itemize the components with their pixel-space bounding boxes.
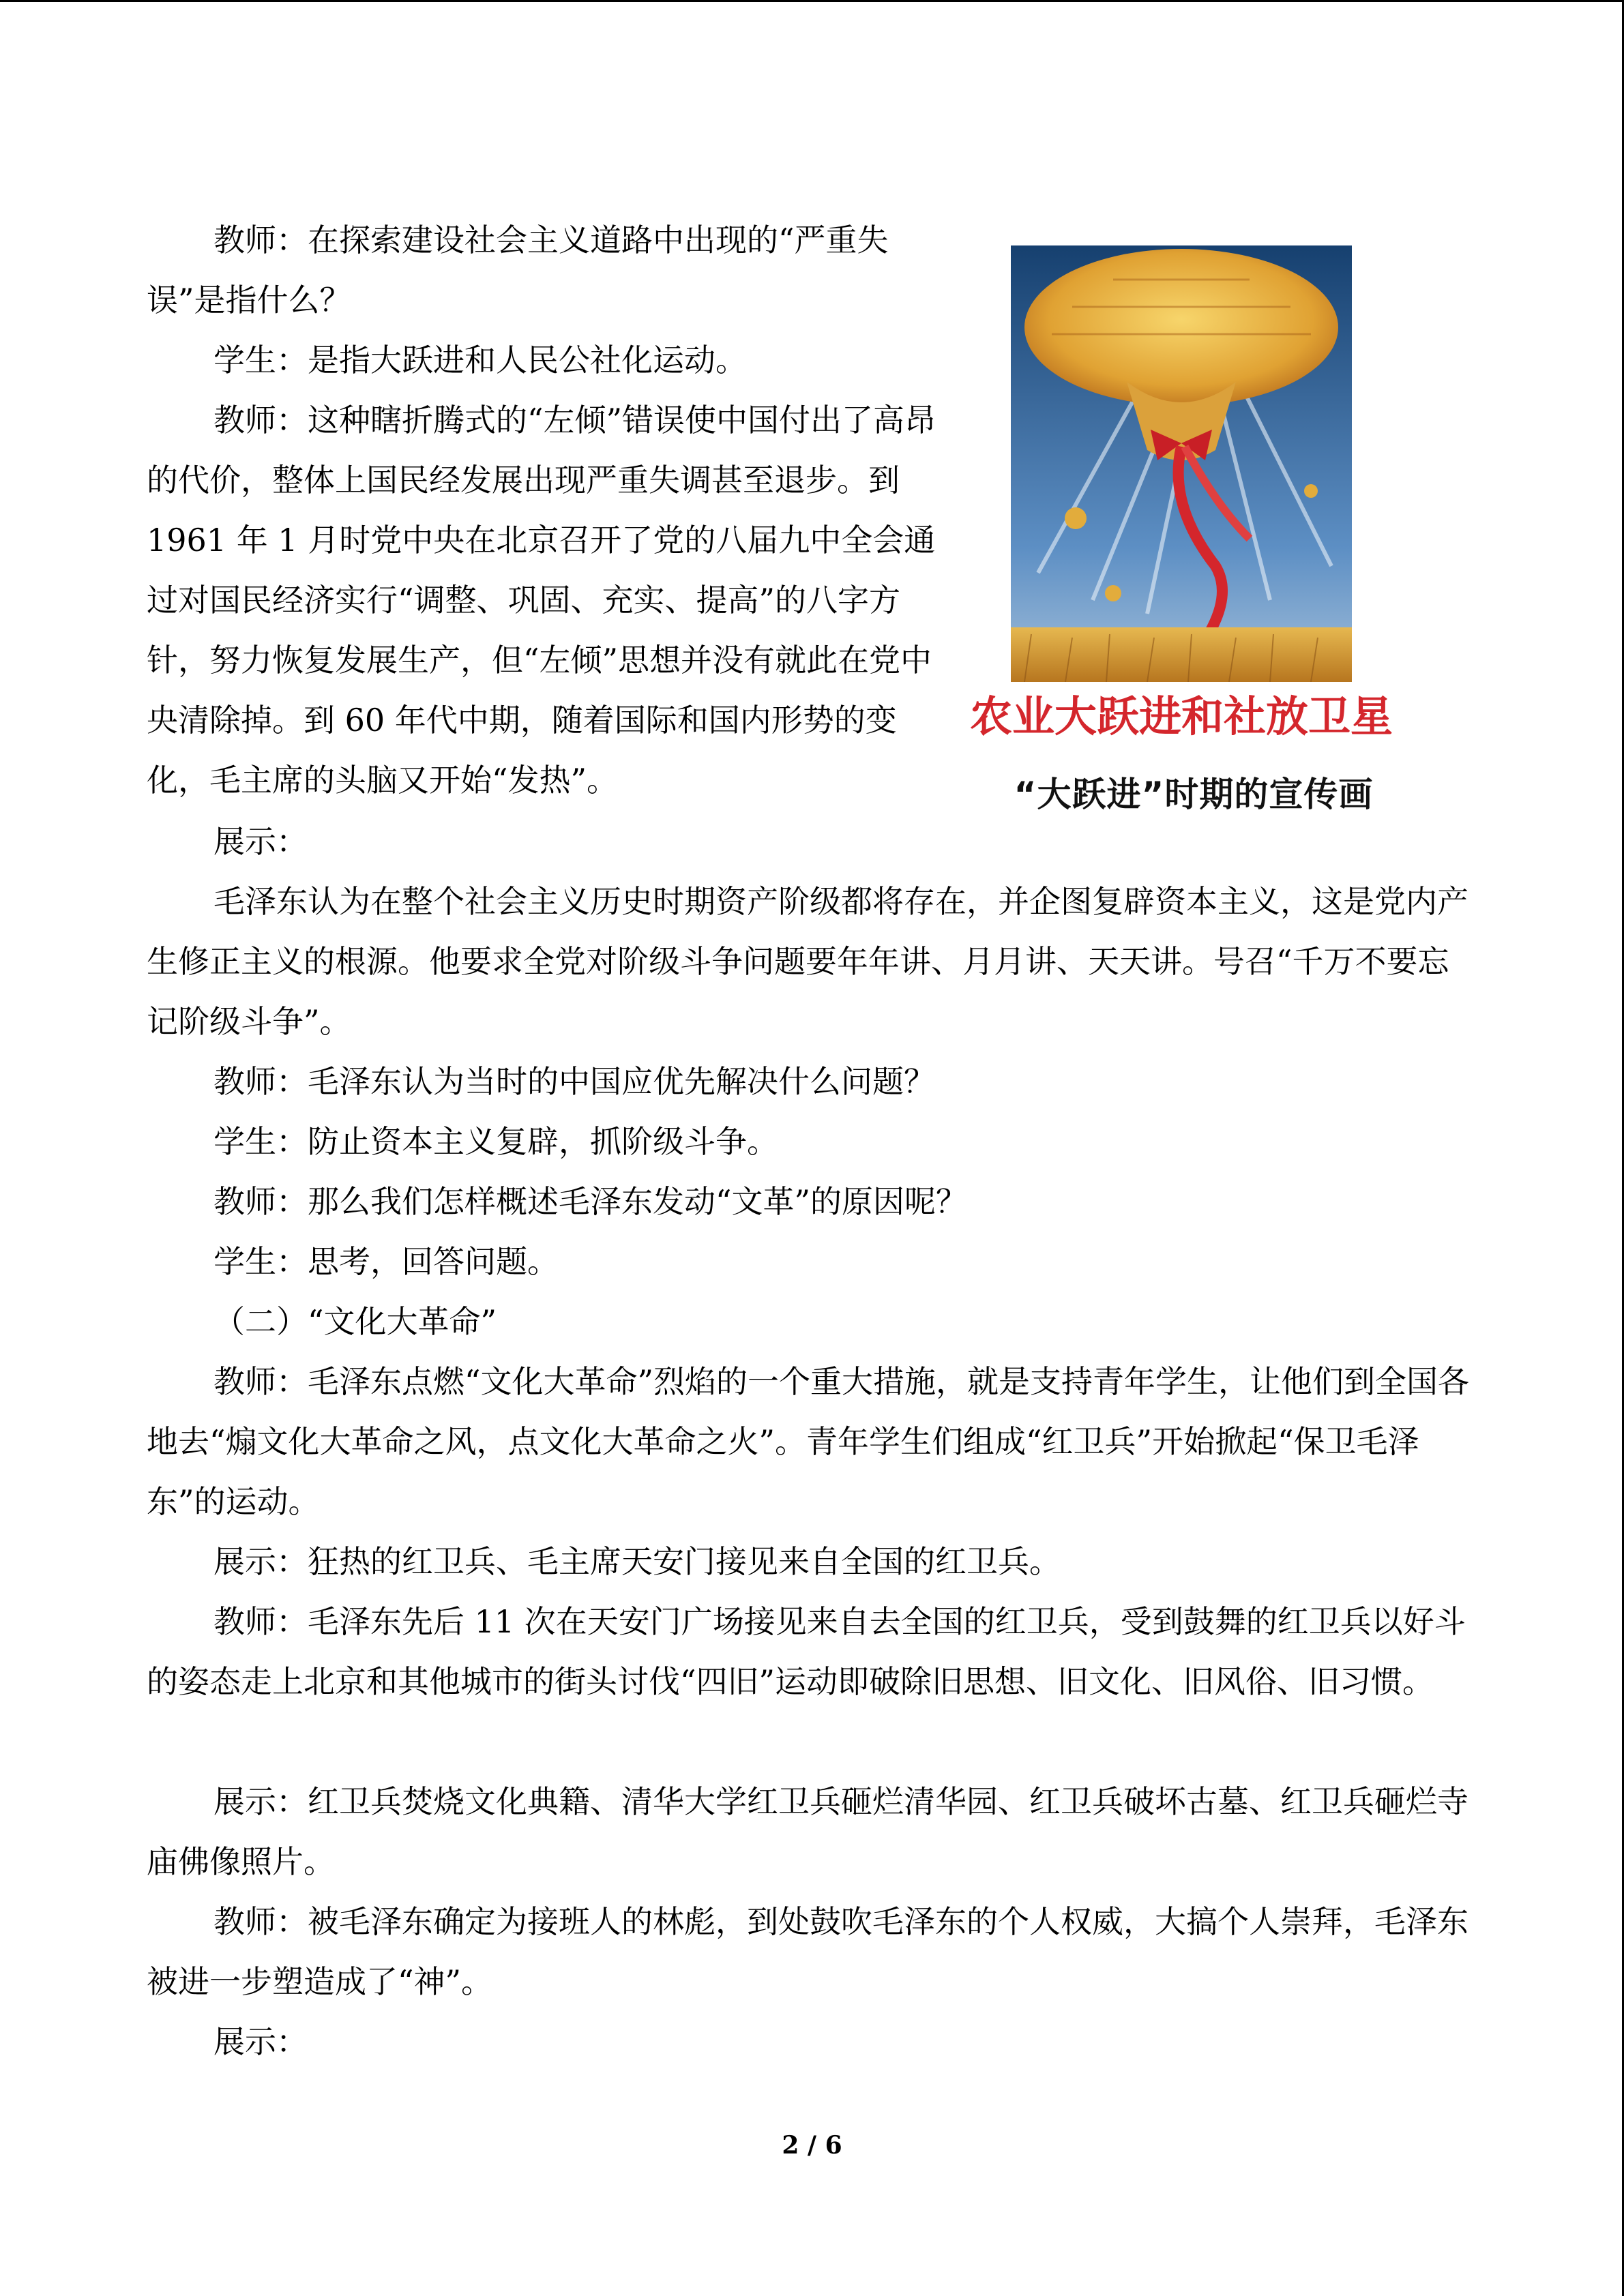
paragraph-teacher-red-guards: 教师：毛泽东点燃“文化大革命”烈焰的一个重大措施，就是支持青年学生，让他们到全国各地去“煽文化大革命之风，点文化大革命之火”。青年学生们组成“红卫兵”开始掀起“保卫毛泽东”的运动。: [147, 1363, 1470, 1520]
page-border-top: [0, 0, 1624, 2]
paragraph-teacher-explanation-1: 教师：这种瞎折腾式的“左倾”错误使中国付出了高昂的代价，整体上国民经发展出现严重失调甚至退步。到 1961 年 1 月时党中央在北京召开了党的八届九中全会通过对国民经济实行“调整、巩固、充实、提高”的八字方针，努力恢复发展生产，但“左倾”思想并没有就此在党中央清除掉。到 60 年代中期，随着国际和国内形势的变化，毛主席的头脑又开始“发热”。: [147, 402, 936, 799]
paragraph-student-answer-3: 学生：思考，回答问题。: [213, 1243, 559, 1280]
paragraph-show-2: 展示：狂热的红卫兵、毛主席天安门接见来自全国的红卫兵。: [213, 1543, 1061, 1580]
paragraph-student-answer-2: 学生：防止资本主义复辟，抓阶级斗争。: [213, 1123, 778, 1160]
figure-caption: “大跃进”时期的宣传画: [1014, 775, 1374, 814]
paragraph-teacher-tiananmen: 教师：毛泽东先后 11 次在天安门广场接见来自去全国的红卫兵，受到鼓舞的红卫兵以好斗的姿态走上北京和其他城市的街头讨伐“四旧”运动即破除旧思想、旧文化、旧风俗、旧习惯。: [147, 1603, 1466, 1700]
paragraph-show-1: 展示：: [213, 823, 308, 860]
page-number: 2 / 6: [782, 2131, 842, 2160]
paragraph-teacher-question-3: 教师：那么我们怎样概述毛泽东发动“文革”的原因呢？: [213, 1183, 968, 1220]
poster-slogan: 农业大跃进和社放卫星: [969, 691, 1393, 741]
paragraph-show-4: 展示：: [213, 2023, 308, 2060]
paragraph-teacher-lin-biao: 教师：被毛泽东确定为接班人的林彪，到处鼓吹毛泽东的个人权威，大搞个人崇拜，毛泽东被进一步塑造成了“神”。: [147, 1903, 1468, 2000]
great-leap-poster-image: [969, 245, 1393, 750]
paragraph-teacher-question-1: 教师：在探索建设社会主义道路中出现的“严重失误”是指什么？: [147, 222, 889, 318]
paragraph-show-3: 展示：红卫兵焚烧文化典籍、清华大学红卫兵砸烂清华园、红卫兵破坏古墓、红卫兵砸烂寺庙佛像照片。: [147, 1783, 1468, 1880]
section-heading-cultural-revolution: （二）“文化大革命”: [213, 1303, 497, 1340]
paragraph-mao-view: 毛泽东认为在整个社会主义历史时期资产阶级都将存在，并企图复辟资本主义，这是党内产生修正主义的根源。他要求全党对阶级斗争问题要年年讲、月月讲、天天讲。号召“千万不要忘记阶级斗争”。: [147, 883, 1468, 1040]
paragraph-student-answer-1: 学生：是指大跃进和人民公社化运动。: [213, 342, 747, 378]
paragraph-teacher-question-2: 教师：毛泽东认为当时的中国应优先解决什么问题？: [213, 1063, 935, 1100]
